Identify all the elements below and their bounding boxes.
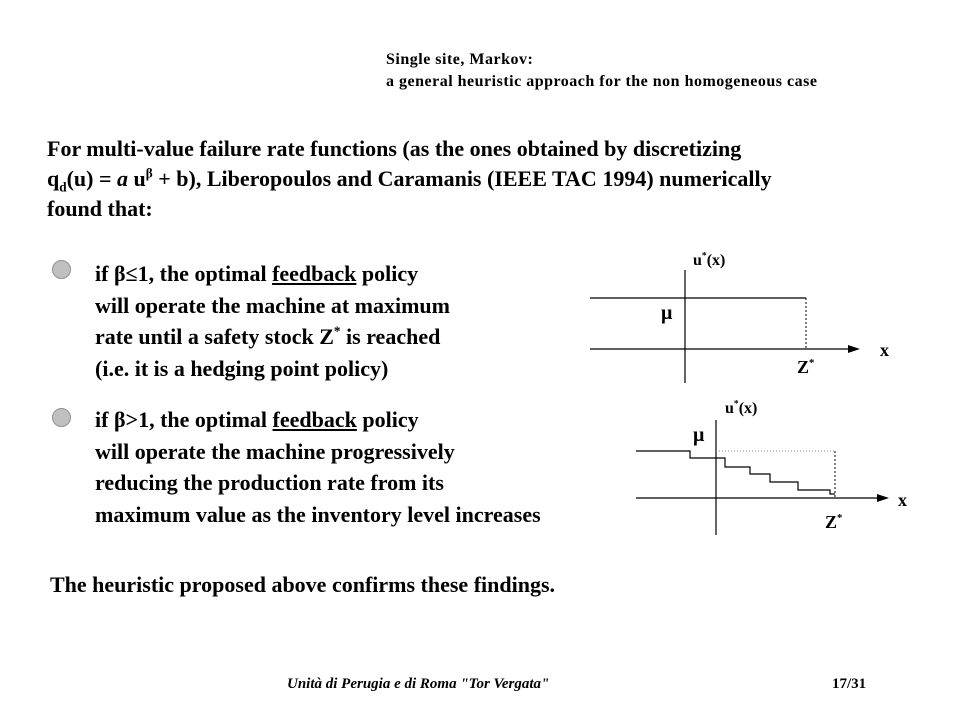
graph-2-x-arrow [877,494,889,502]
intro-line-3: found that: [47,196,153,221]
graph-1-z-label: Z* [797,357,815,377]
graph-1 [590,270,860,383]
intro-line-2: $q_d(u) = a$ $u^\beta + b$), Liberopoulos and Caramanis (IEEE TAC 1994) numerically [47,165,772,195]
graph-2-staircase [636,451,835,494]
header-line-1: Single site, Markov: [386,51,534,68]
bullet-1-line-4: (i.e. it is a hedging point policy) [95,355,389,381]
graph-2 [636,420,889,535]
graph-1-y-label: u*(x) [693,250,726,269]
bullet-2-line-2: will operate the machine progressively [95,438,455,464]
graph-1-mu-label: μ [661,302,673,324]
footer-affiliation: Unità di Perugia e di Roma "Tor Vergata" [287,676,550,692]
bullet-2-line-3: reducing the production rate from its [95,470,444,495]
intro-line-1: For multi-value failure rate functions (as the ones obtained by discretizing [47,136,742,161]
feedback-link-2: feedback [272,407,357,432]
header-line-2: a general heuristic approach for the non homogeneous case [386,73,818,90]
bullet-1-line-2: will operate the machine at maximum [95,292,450,318]
page-number: 17/31 [832,676,867,692]
closing-statement: The heuristic proposed above confirms these findings. [50,572,556,597]
graph-2-x-label: x [898,490,907,510]
bullet-2-line-4: maximum value as the inventory level increases [95,501,541,527]
bullet-2-line-1: if β>1, the optimal feedback policy [95,407,419,432]
graph-2-mu-label: μ [693,424,705,446]
graph-1-x-arrow [848,345,860,353]
graph-2-y-label: u*(x) [725,398,758,417]
feedback-link-1: feedback [272,261,357,286]
bullet-1-line-1: if β≤1, the optimal feedback policy [95,261,419,286]
bullet-1-line-3: rate until a safety stock Z* is reached [95,323,441,349]
graph-1-x-label: x [880,340,889,360]
graph-2-z-label: Z* [825,512,843,532]
